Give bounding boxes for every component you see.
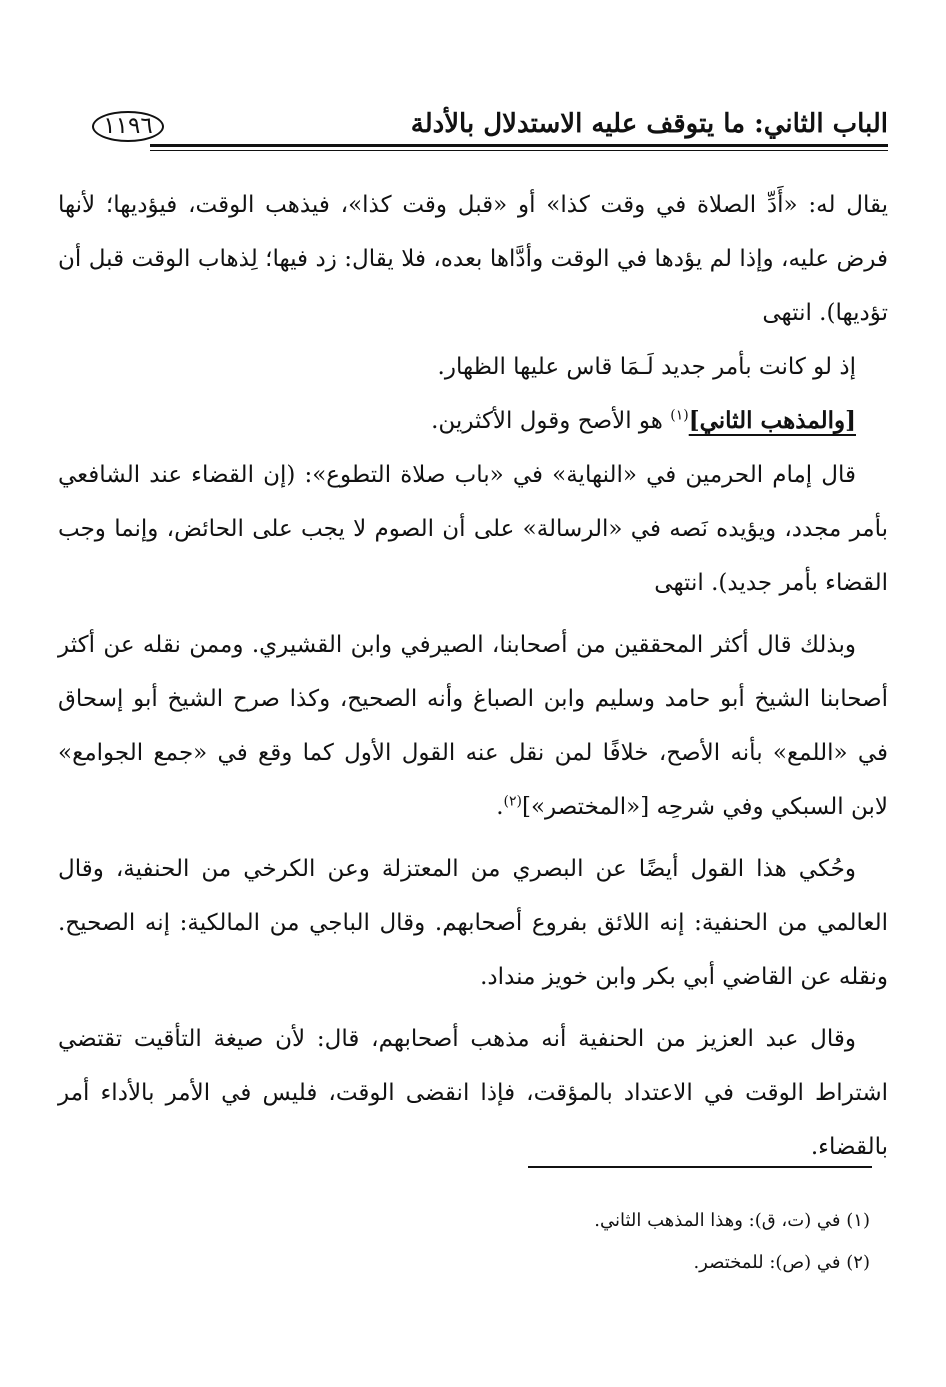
section-heading: [والمذهب الثاني]	[688, 407, 856, 434]
paragraph-tail: .	[496, 794, 504, 820]
paragraph	[58, 618, 888, 834]
footnotes	[300, 1200, 870, 1284]
header-rule-thin	[150, 150, 888, 151]
page-number: ١١٩٦	[103, 113, 153, 139]
running-title: الباب الثاني: ما يتوقف عليه الاستدلال بالأدلة	[410, 109, 888, 139]
paragraph-text: وبذلك قال أكثر المحققين من أصحابنا، الصيرفي وابن القشيري. وممن نقله عن أكثر أصحابنا الشيخ أبو حامد وسليم وابن الصباغ وأنه الصحيح، وكذا صرح الشيخ أبو إسحاق في «اللمع» بأنه الأصح، خلافًا لمن نقل عنه القول الأول كما وقع في «جمع الجوامع» لابن السبكي وفي شرحِه [«المختصر»]	[58, 632, 888, 820]
footnote: (٢) في (ص): للمختصر.	[693, 1252, 870, 1273]
footnote: (١) في (ت، ق): وهذا المذهب الثاني.	[594, 1210, 870, 1231]
paragraph: إذ لو كانت بأمر جديد لَـمَا قاس عليها الظهار.	[437, 354, 856, 380]
paragraph: يقال له: «أَدِّ الصلاة في وقت كذا» أو «قبل وقت كذا»، فيذهب الوقت، فيؤديها؛ لأنها فرض عليه، وإذا لم يؤدها في الوقت وأدَّاها بعده، فلا يقال: زد فيها؛ لِذهاب الوقت قبل أن تؤديها). انتهى	[58, 192, 888, 326]
paragraph: وقال عبد العزيز من الحنفية أنه مذهب أصحابهم، قال: لأن صيغة التأقيت تقتضي اشتراط الوقت في الاعتداد بالمؤقت، فإذا انقضى الوقت، فليس في الأمر بالأداء أمر بالقضاء.	[58, 1026, 888, 1160]
footnote-ref: (٢)	[503, 793, 522, 810]
paragraph-text: هو الأصح وقول الأكثرين.	[431, 408, 671, 434]
footnote-rule	[528, 1166, 872, 1168]
footnote-ref: (١)	[670, 407, 689, 424]
header-rule	[150, 144, 888, 147]
paragraph: قال إمام الحرمين في «النهاية» في «باب صلاة التطوع»: (إن القضاء عند الشافعي بأمر مجدد، ويؤيده نَصه في «الرسالة» على أن الصوم لا يجب على الحائض، وإنما وجب القضاء بأمر جديد). انتهى	[58, 462, 888, 596]
paragraph: وحُكي هذا القول أيضًا عن البصري من المعتزلة وعن الكرخي من الحنفية، وقال العالمي من الحنفية: إنه اللائق بفروع أصحابهم. وقال الباجي من المالكية: إنه الصحيح. ونقله عن القاضي أبي بكر وابن خويز منداد.	[58, 856, 888, 990]
paragraph	[58, 394, 888, 448]
body-text	[58, 178, 888, 1174]
